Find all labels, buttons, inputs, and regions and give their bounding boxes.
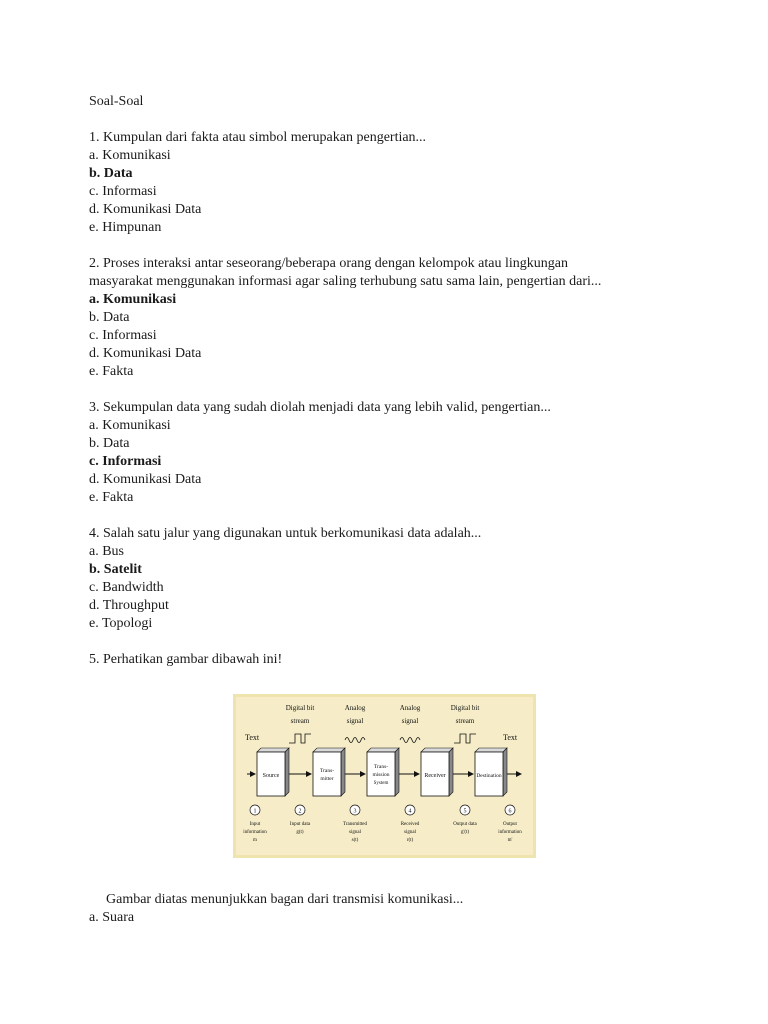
option-a: a. Bus — [89, 544, 124, 559]
option-d: d. Komunikasi Data — [89, 346, 202, 361]
block-label: Destination — [476, 773, 502, 779]
signal-label-1b: stream — [290, 717, 310, 725]
transmitter-block — [313, 748, 345, 796]
step-3 — [343, 805, 367, 843]
option-b: b. Data — [89, 310, 130, 325]
step-4 — [401, 805, 420, 843]
option-e: e. Fakta — [89, 364, 134, 379]
step-1 — [243, 805, 267, 843]
step-label: Output data — [453, 822, 477, 827]
question-text: 1. Kumpulan dari fakta atau simbol merupakan pengertian... — [89, 130, 427, 145]
step-number: 2 — [298, 808, 302, 815]
analog-wave-icon — [400, 738, 420, 743]
digital-wave-icon — [454, 734, 476, 743]
signal-label-3b: signal — [401, 717, 419, 725]
step-label: signal — [349, 830, 361, 835]
option-a: a. Komunikasi — [89, 148, 171, 163]
option-b-answer: b. Satelit — [89, 562, 142, 577]
step-number: 1 — [253, 808, 257, 815]
step-6 — [498, 805, 522, 843]
step-number: 4 — [408, 808, 412, 815]
document-title: Soal-Soal — [89, 94, 144, 109]
digital-wave-icon — [289, 734, 311, 743]
step-label: information — [498, 830, 522, 835]
option-c: c. Informasi — [89, 184, 157, 199]
source-block — [257, 748, 289, 796]
signal-label-2: Analog — [344, 704, 366, 712]
step-label: m' — [507, 838, 513, 843]
step-number: 6 — [508, 808, 512, 815]
communication-diagram — [233, 694, 536, 858]
option-d: d. Komunikasi Data — [89, 472, 202, 487]
option-a: a. Suara — [89, 910, 135, 925]
step-label: Received — [400, 822, 420, 827]
option-e: e. Himpunan — [89, 220, 162, 235]
step-number: 5 — [463, 808, 467, 815]
destination-block — [475, 748, 507, 796]
option-a: a. Komunikasi — [89, 418, 171, 433]
option-c: c. Informasi — [89, 328, 157, 343]
document-body — [89, 93, 689, 669]
block-label: Trans- — [319, 768, 335, 774]
step-number: 3 — [353, 808, 357, 815]
option-d: d. Throughput — [89, 598, 169, 613]
question-text: 3. Sekumpulan data yang sudah diolah menjadi data yang lebih valid, pengertian... — [89, 400, 551, 415]
diagram-svg — [233, 694, 536, 858]
option-d: d. Komunikasi Data — [89, 202, 202, 217]
signal-label-3: Analog — [399, 704, 421, 712]
step-label: g(t) — [296, 830, 304, 835]
receiver-block — [421, 748, 453, 796]
option-e: e. Fakta — [89, 490, 134, 505]
block-label: mission — [372, 772, 390, 778]
step-2 — [290, 805, 311, 835]
step-label: information — [243, 830, 267, 835]
block-label: Trans- — [373, 764, 389, 770]
signal-label-2b: signal — [346, 717, 364, 725]
step-5 — [453, 805, 477, 835]
question-text: 4. Salah satu jalur yang digunakan untuk berkomunikasi data adalah... — [89, 526, 482, 541]
question-2 — [89, 255, 689, 381]
block-label: Source — [262, 773, 280, 779]
signal-label-1: Digital bit — [285, 704, 315, 712]
text-label-right: Text — [503, 733, 518, 742]
text-label-left: Text — [245, 733, 260, 742]
step-label: Input — [249, 822, 261, 827]
option-b-answer: b. Data — [89, 166, 133, 181]
question-1 — [89, 129, 689, 237]
signal-label-4: Digital bit — [450, 704, 480, 712]
step-label: Output — [503, 822, 517, 827]
option-c: c. Bandwidth — [89, 580, 164, 595]
question-text-cont: masyarakat menggunakan informasi agar saling terhubung satu sama lain, pengertian dari... — [89, 274, 602, 289]
signal-label-4b: stream — [455, 717, 475, 725]
block-label: Receiver — [424, 773, 446, 779]
step-label: Transmitted — [343, 822, 367, 827]
question-text: 2. Proses interaksi antar seseorang/beberapa orang dengan kelompok atau lingkungan — [89, 256, 568, 271]
step-label: Input data — [289, 822, 311, 827]
option-b: b. Data — [89, 436, 130, 451]
block-label: System — [373, 781, 389, 786]
question-3 — [89, 399, 689, 507]
option-c-answer: c. Informasi — [89, 454, 162, 469]
question-5-prompt: 5. Perhatikan gambar dibawah ini! — [89, 652, 283, 667]
step-label: s(t) — [351, 838, 359, 843]
option-a-answer: a. Komunikasi — [89, 292, 177, 307]
step-label: m — [253, 838, 257, 843]
step-label: signal — [404, 830, 416, 835]
block-label: mitter — [320, 776, 334, 782]
step-label: r(t) — [406, 838, 414, 843]
transmission-system-block — [367, 748, 399, 796]
step-label: g'(t) — [460, 830, 470, 835]
option-e: e. Topologi — [89, 616, 153, 631]
question-5-caption: Gambar diatas menunjukkan bagan dari transmisi komunikasi... — [106, 892, 464, 907]
question-4 — [89, 525, 689, 633]
analog-wave-icon — [345, 738, 365, 743]
